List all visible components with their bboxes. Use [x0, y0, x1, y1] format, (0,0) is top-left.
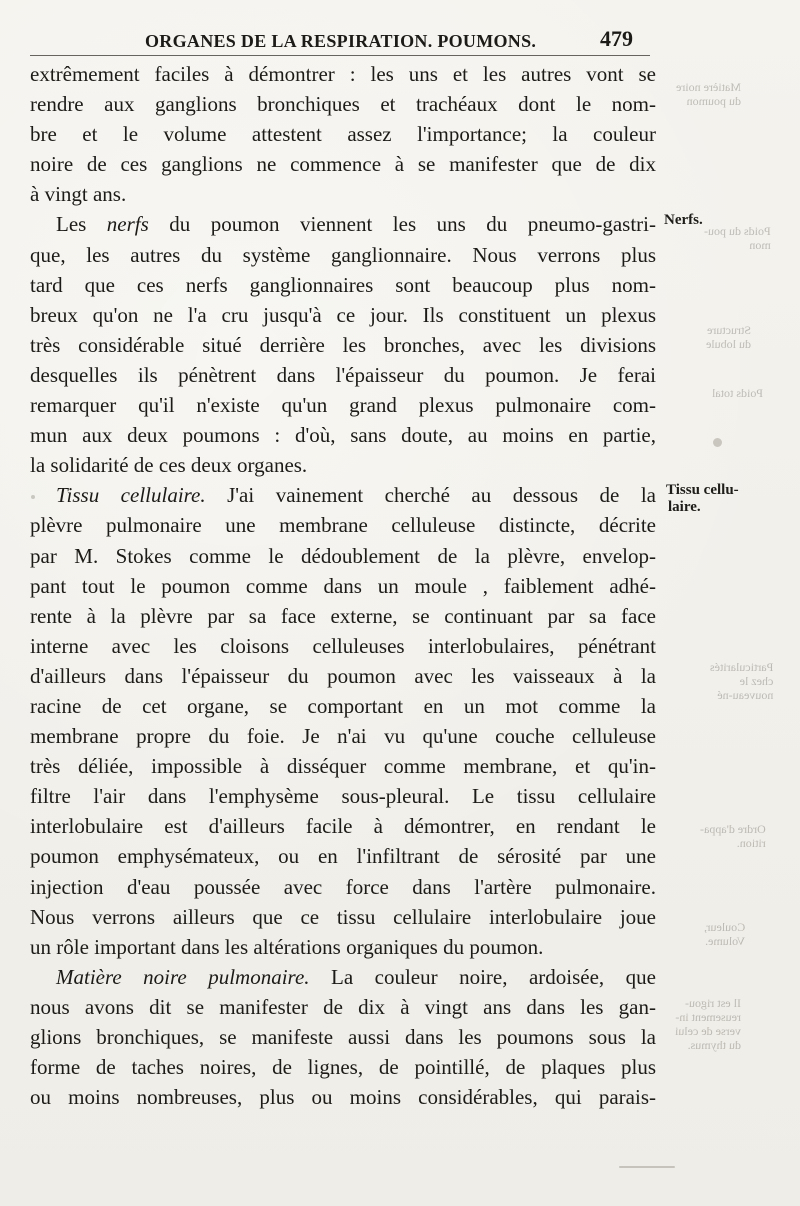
text-line: que, les autres du système ganglionnaire. Nous verrons plus	[30, 242, 656, 267]
text-line: breux qu'on ne l'a cru jusqu'à ce jour. Ils constituent un plexus	[30, 302, 656, 327]
show-through-marginalia: Structure du lobule	[706, 323, 751, 351]
line-suffix: La couleur noire, ardoisée, que	[309, 964, 656, 989]
text-line: racine de cet organe, se comportant en un mot comme la	[30, 693, 656, 718]
text-line: interlobulaire est d'ailleurs facile à démontrer, en rendant le	[30, 814, 656, 839]
show-through-marginalia: Poids du pou- mon	[704, 224, 771, 252]
text-line: la solidarité de ces deux organes.	[30, 453, 308, 478]
text-line: par M. Stokes comme le dédoublement de la plèvre, envelop-	[30, 543, 656, 568]
paragraph-tissu-cellulaire	[30, 480, 656, 962]
emphasis-matiere-noire: Matière noire pulmonaire.	[56, 964, 310, 989]
text-line: noire de ces ganglions ne commence à se manifester que de dix	[30, 152, 656, 177]
text-line: rendre aux ganglions bronchiques et trachéaux dont le nom-	[30, 92, 656, 117]
show-through-marginalia: Particularités chez le nouveau-né	[710, 660, 774, 702]
show-through-marginalia: Ordre d'appa- rition.	[700, 822, 766, 850]
page-number: 479	[600, 26, 633, 51]
text-line: filtre l'air dans l'emphysème sous-pleural. Le tissu cellulaire	[30, 784, 656, 809]
text-line: d'ailleurs dans l'épaisseur du poumon avec les vaisseaux à la	[30, 663, 656, 688]
text-line: très déliée, impossible à disséquer comme membrane, et qu'in-	[30, 754, 656, 779]
show-through-marginalia: Matière noire du poumon	[676, 80, 741, 108]
text-line: très considérable situé derrière les bronches, avec les divisions	[30, 332, 656, 357]
text-line: poumon emphysémateux, ou en l'infiltrant de sérosité par une	[30, 844, 656, 869]
running-title: ORGANES DE LA RESPIRATION. POUMONS.	[145, 31, 537, 51]
emphasis-nerfs: nerfs	[106, 212, 149, 237]
paper-speck	[713, 438, 722, 447]
side-note-nerfs: Nerfs.	[664, 212, 703, 228]
running-header	[0, 26, 800, 56]
text-line: tard que ces nerfs ganglionnaires sont beaucoup plus nom-	[30, 272, 656, 297]
text-line: rente à la plèvre par sa face externe, se continuant par sa face	[30, 603, 656, 628]
side-note-tissu-cellulaire-line-1: Tissu cellu-	[666, 482, 739, 498]
text-line	[30, 962, 656, 992]
text-line: à vingt ans.	[30, 182, 127, 207]
emphasis-tissu-cellulaire: Tissu cellulaire.	[56, 483, 206, 508]
header-rule	[30, 55, 650, 56]
text-line: bre et le volume attestent assez l'importance; la couleur	[30, 122, 656, 147]
text-line: desquelles ils pénètrent dans l'épaisseur du poumon. Je ferai	[30, 362, 656, 387]
text-line	[30, 480, 656, 510]
line-suffix: du poumon viennent les uns du pneumo-gastri-	[148, 212, 656, 237]
text-line: plèvre pulmonaire une membrane celluleuse distincte, décrite	[30, 513, 656, 538]
text-line: extrêmement faciles à démontrer : les uns et les autres vont se	[30, 62, 656, 86]
line-suffix: J'ai vainement cherché au dessous de la	[205, 483, 656, 508]
text-line: mun aux deux poumons : d'où, sans doute, au moins en partie,	[30, 423, 656, 448]
text-line: membrane propre du foie. Je n'ai vu qu'une couche celluleuse	[30, 724, 656, 749]
paragraph-nerfs	[30, 209, 656, 480]
show-through-marginalia: Couleur, Volume.	[704, 920, 746, 948]
text-body	[30, 59, 656, 1112]
text-line: ou moins nombreuses, plus ou moins considérables, qui parais-	[30, 1085, 656, 1110]
text-line: un rôle important dans les altérations organiques du poumon.	[30, 934, 544, 959]
show-through-marginalia: Poids total	[712, 386, 764, 400]
paper-mark	[619, 1166, 675, 1168]
line-prefix: Les	[56, 212, 107, 237]
show-through-marginalia: Il est rigou- reusement in- verse de celui du thymus.	[675, 996, 741, 1052]
text-line	[30, 209, 656, 239]
paragraph-intro	[30, 59, 656, 209]
text-line: remarquer qu'il n'existe qu'un grand plexus pulmonaire com-	[30, 393, 656, 418]
text-line: Nous verrons ailleurs que ce tissu cellulaire interlobulaire joue	[30, 904, 656, 929]
text-line: injection d'eau poussée avec force dans l'artère pulmonaire.	[30, 874, 656, 899]
text-line: nous avons dit se manifester de dix à vingt ans dans les gan-	[30, 994, 656, 1019]
text-line: pant tout le poumon comme dans un moule , faiblement adhé-	[30, 573, 656, 598]
side-note-tissu-cellulaire-line-2: laire.	[668, 499, 701, 515]
text-line: glions bronchiques, se manifeste aussi dans les poumons sous la	[30, 1025, 656, 1049]
text-line: forme de taches noires, de lignes, de pointillé, de plaques plus	[30, 1055, 656, 1080]
text-line: interne avec les cloisons celluleuses interlobulaires, pénétrant	[30, 633, 656, 658]
paragraph-matiere-noire	[30, 962, 656, 1112]
